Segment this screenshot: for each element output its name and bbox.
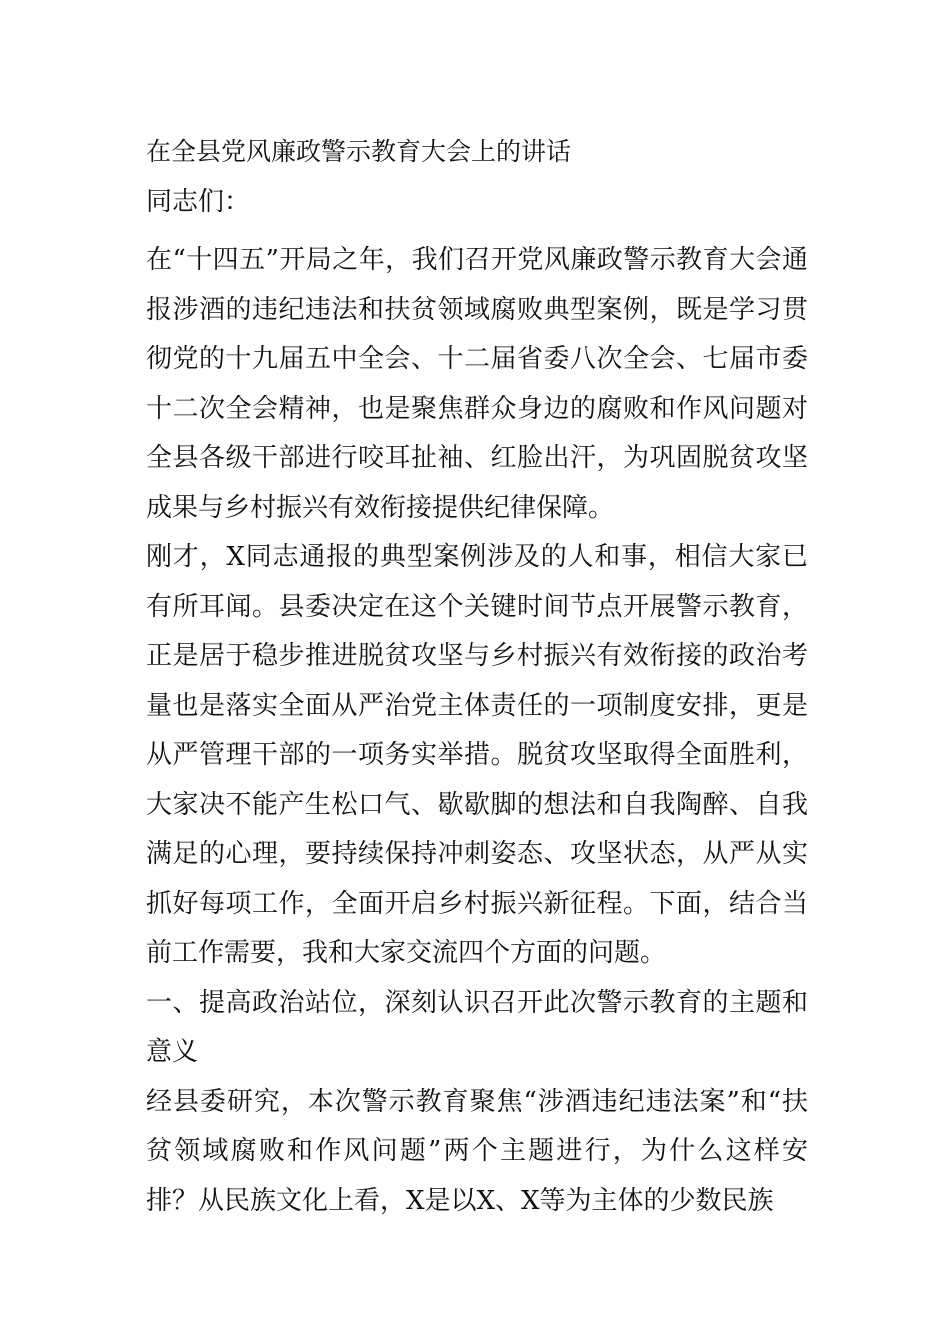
paragraph-themes: 经县委研究，本次警示教育聚焦“涉酒违纪违法案”和“扶贫领域腐败和作风问题”两个主题进行，为什么这样安排？从民族文化上看，X是以X、X等为主体的少数民族 [146, 1086, 808, 1216]
paragraph-cases: 刚才，X同志通报的典型案例涉及的人和事，相信大家已有所耳闻。县委决定在这个关键时间节点开展警示教育，正是居于稳步推进脱贫攻坚与乡村振兴有效衔接的政治考量也是落实全面从严治党主体责任的一项制度安排，更是从严管理干部的一项务实举措。脱贫攻坚取得全面胜利，大家决不能产生松口气、歇歇脚的想法和自我陶醉、自我满足的心理，要持续保持冲刺姿态、攻坚状态，从严从实抓好每项工作，全面开启乡村振兴新征程。下面，结合当前工作需要，我和大家交流四个方面的问题。 [146, 542, 808, 968]
paragraph-opening: 在“十四五”开局之年，我们召开党风廉政警示教育大会通报涉酒的违纪违法和扶贫领域腐败典型案例，既是学习贯彻党的十九届五中全会、十二届省委八次全会、七届市委十二次全会精神，也是聚焦群众身边的腐败和作风问题对全县各级干部进行咬耳扯袖、红脸出汗，为巩固脱贫攻坚成果与乡村振兴有效衔接提供纪律保障。 [146, 245, 808, 523]
salutation: 同志们： [146, 187, 251, 217]
document-title: 在全县党风廉政警示教育大会上的讲话 [146, 137, 572, 166]
document-body [146, 132, 808, 1226]
section-heading-1: 一、提高政治站位，深刻认识召开此次警示教育的主题和意义 [146, 987, 808, 1067]
